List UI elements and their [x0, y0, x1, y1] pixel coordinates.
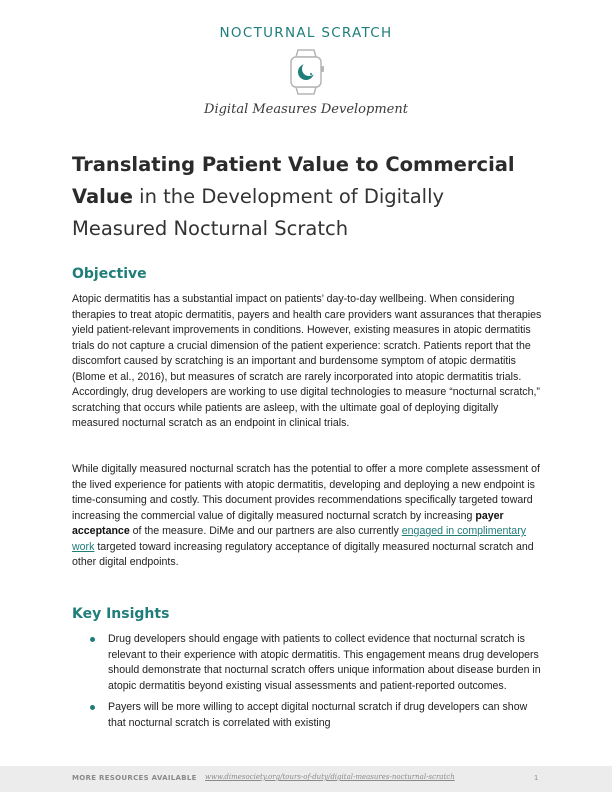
page-footer: [0, 766, 612, 792]
objective-paragraph-2: [72, 462, 542, 571]
list-item-text: Drug developers should engage with patients to collect evidence that nocturnal scratch is relevant to their experience with atopic dermatitis. This engagement means drug developers should demonstrate that nocturnal scratch offers unique information about disease burden in atopic dermatitis beyond existing visual assessments and patient-reported outcomes.: [108, 633, 541, 692]
objective-heading: Objective: [72, 266, 147, 282]
list-item-text: Payers will be more willing to accept digital nocturnal scratch if drug developers can show that nocturnal scratch is correlated with existing: [108, 701, 528, 729]
title-bold: Translating Patient Value to Commercial Value: [72, 153, 515, 208]
objective-paragraph-1: Atopic dermatitis has a substantial impact on patients’ day-to-day wellbeing. When considering therapies to treat atopic dermatitis, payers and health care providers want assurances that therapies yield patient-relevant improvements in conditions. However, existing measures in atopic dermatitis trials do not capture a crucial dimension of the patient experience: scratch. Patients report that the discomfort caused by scratching is an important and burdensome symptom of atopic dermatitis (Blome et al., 2016), but measures of scratch are rarely incorporated into atopic dermatitis trials. Accordingly, drug developers are working to use digital technologies to measure “nocturnal scratch,” scratching that occurs while patients are asleep, with the ultimate goal of deploying digitally measured nocturnal scratch as an endpoint in clinical trials.: [72, 293, 542, 429]
document-title: [72, 149, 542, 245]
page-number: 1: [534, 773, 539, 782]
list-item: [90, 632, 542, 694]
document-subtitle: Digital Measures Development: [204, 102, 408, 117]
title-regular: in the Development of Digitally Measured Nocturnal Scratch: [72, 185, 445, 240]
bullet-icon: [90, 705, 95, 710]
p2-text-a: While digitally measured nocturnal scratch has the potential to offer a more complete assessment of the lived experience for patients with atopic dermatitis, developing and deploying a new endpoint is time-consuming and costly. This document provides recommendations specifically targeted toward increasing the commercial value of digitally measured nocturnal scratch by increasing: [72, 463, 540, 522]
bullet-icon: [90, 637, 95, 642]
payer-acceptance-bold: payer acceptance: [72, 509, 504, 537]
footer-label: MORE RESOURCES AVAILABLE: [72, 774, 197, 782]
key-insights-list: [90, 632, 542, 737]
complimentary-work-link[interactable]: engaged in complimentary work: [72, 525, 527, 553]
list-item: [90, 700, 542, 731]
p2-text-b: of the measure. DiMe and our partners are also currently: [129, 525, 402, 537]
footer-resource-link[interactable]: www.dimesociety.org/tours-of-duty/digital-measures-nocturnal-scratch: [205, 773, 455, 781]
key-insights-heading: Key Insights: [72, 606, 170, 622]
smartwatch-moon-icon: [286, 48, 326, 96]
brand-title: NOCTURNAL SCRATCH: [219, 25, 393, 41]
p2-text-c: targeted toward increasing regulatory acceptance of digitally measured nocturnal scratch and other digital endpoints.: [72, 540, 534, 568]
